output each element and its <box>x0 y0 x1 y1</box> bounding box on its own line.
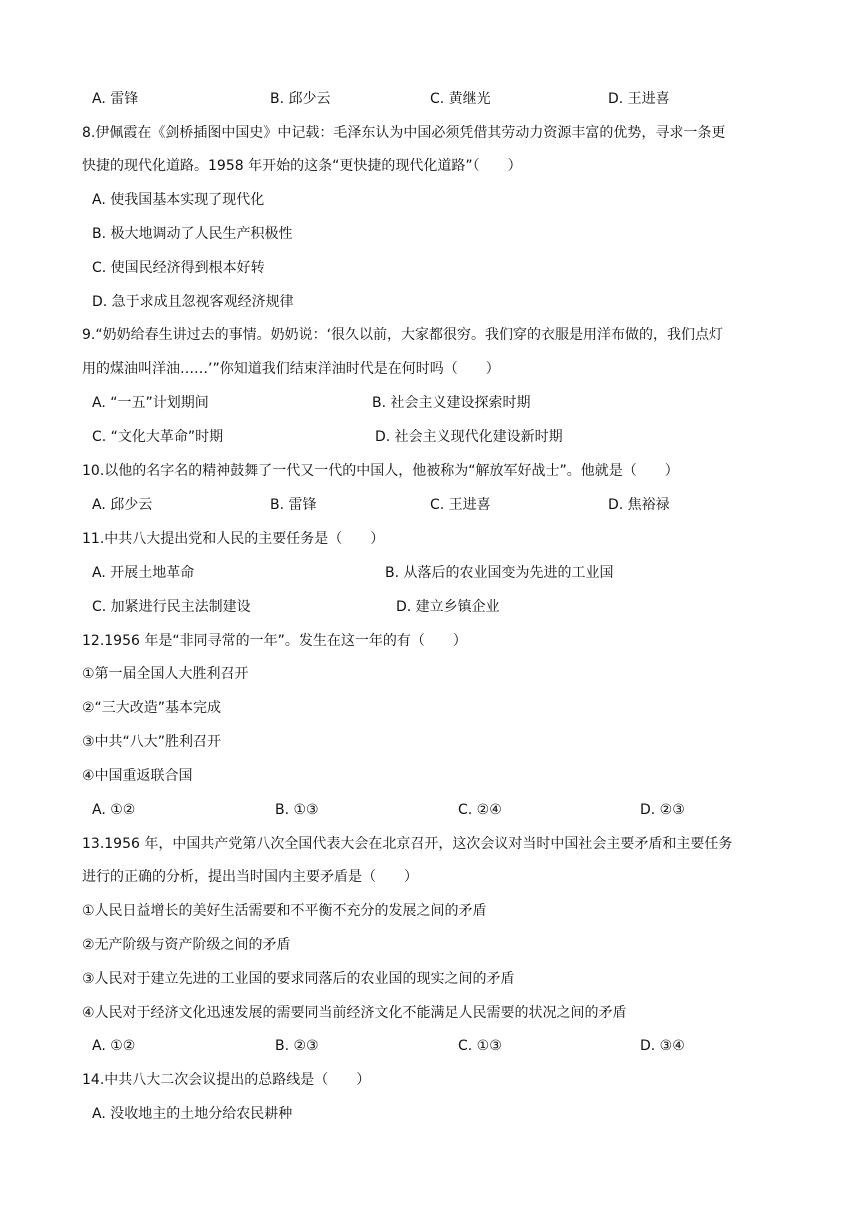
question-stem: 13.1956 年，中国共产党第八次全国代表大会在北京召开，这次会议对当时中国社会主要矛盾和主要任务 <box>82 836 733 852</box>
option-c: C. 王进喜 <box>430 497 491 513</box>
option-a: A. 没收地主的土地分给农民耕种 <box>92 1106 293 1122</box>
option-c: C. 黄继光 <box>430 91 491 107</box>
option-d: D. 社会主义现代化建设新时期 <box>375 429 563 445</box>
question-stem: 9.“奶奶给春生讲过去的事情。奶奶说：‘很久以前，大家都很穷。我们穿的衣服是用洋布做的，我们点灯 <box>82 327 724 343</box>
option-c: C. “文化大革命”时期 <box>92 429 224 445</box>
option-b: B. ②③ <box>275 1038 319 1054</box>
option-b: B. 邱少云 <box>270 91 331 107</box>
option-b: B. 极大地调动了人民生产积极性 <box>92 226 293 242</box>
statement-2: ②“三大改造”基本完成 <box>82 700 222 716</box>
option-a: A. “一五”计划期间 <box>92 395 209 411</box>
statement-3: ③人民对于建立先进的工业国的要求同落后的农业国的现实之间的矛盾 <box>82 971 515 987</box>
option-c: C. ①③ <box>458 1038 502 1054</box>
option-b: B. 社会主义建设探索时期 <box>372 395 531 411</box>
statement-1: ①第一届全国人大胜利召开 <box>82 666 249 682</box>
question-stem: 8.伊佩霞在《剑桥插图中国史》中记载：毛泽东认为中国必须凭借其劳动力资源丰富的优势，寻求一条更 <box>82 125 726 141</box>
option-d: D. ②③ <box>640 802 685 818</box>
option-d: D. ③④ <box>640 1038 685 1054</box>
option-a: A. 邱少云 <box>92 497 153 513</box>
question-stem: 14.中共八大二次会议提出的总路线是（ ） <box>82 1072 371 1088</box>
option-d: D. 急于求成且忽视客观经济规律 <box>92 294 294 310</box>
option-b: B. 雷锋 <box>270 497 317 513</box>
question-stem-continued: 用的煤油叫洋油……’”你知道我们结束洋油时代是在何时吗（ ） <box>82 361 500 377</box>
question-stem: 10.以他的名字名的精神鼓舞了一代又一代的中国人，他被称为“解放军好战士”。他就是（ ） <box>82 463 679 479</box>
option-d: D. 王进喜 <box>608 91 670 107</box>
statement-2: ②无产阶级与资产阶级之间的矛盾 <box>82 937 291 953</box>
option-a: A. 开展土地革命 <box>92 565 195 581</box>
option-a: A. ①② <box>92 1038 136 1054</box>
option-a: A. ①② <box>92 802 136 818</box>
option-a: A. 雷锋 <box>92 91 139 107</box>
question-stem: 12.1956 年是“非同寻常的一年”。发生在这一年的有（ ） <box>82 633 467 649</box>
question-stem-continued: 快捷的现代化道路。1958 年开始的这条“更快捷的现代化道路”（ ） <box>82 158 522 174</box>
statement-3: ③中共“八大”胜利召开 <box>82 734 222 750</box>
option-c: C. 使国民经济得到根本好转 <box>92 260 265 276</box>
option-a: A. 使我国基本实现了现代化 <box>92 192 265 208</box>
option-d: D. 建立乡镇企业 <box>396 599 500 615</box>
statement-4: ④中国重返联合国 <box>82 768 193 784</box>
option-c: C. ②④ <box>458 802 502 818</box>
statement-4: ④人民对于经济文化迅速发展的需要同当前经济文化不能满足人民需要的状况之间的矛盾 <box>82 1005 627 1021</box>
statement-1: ①人民日益增长的美好生活需要和不平衡不充分的发展之间的矛盾 <box>82 903 487 919</box>
option-d: D. 焦裕禄 <box>608 497 670 513</box>
option-b: B. 从落后的农业国变为先进的工业国 <box>385 565 614 581</box>
question-stem-continued: 进行的正确的分析，提出当时国内主要矛盾是（ ） <box>82 869 418 885</box>
option-c: C. 加紧进行民主法制建设 <box>92 599 251 615</box>
option-b: B. ①③ <box>275 802 319 818</box>
question-stem: 11.中共八大提出党和人民的主要任务是（ ） <box>82 531 385 547</box>
